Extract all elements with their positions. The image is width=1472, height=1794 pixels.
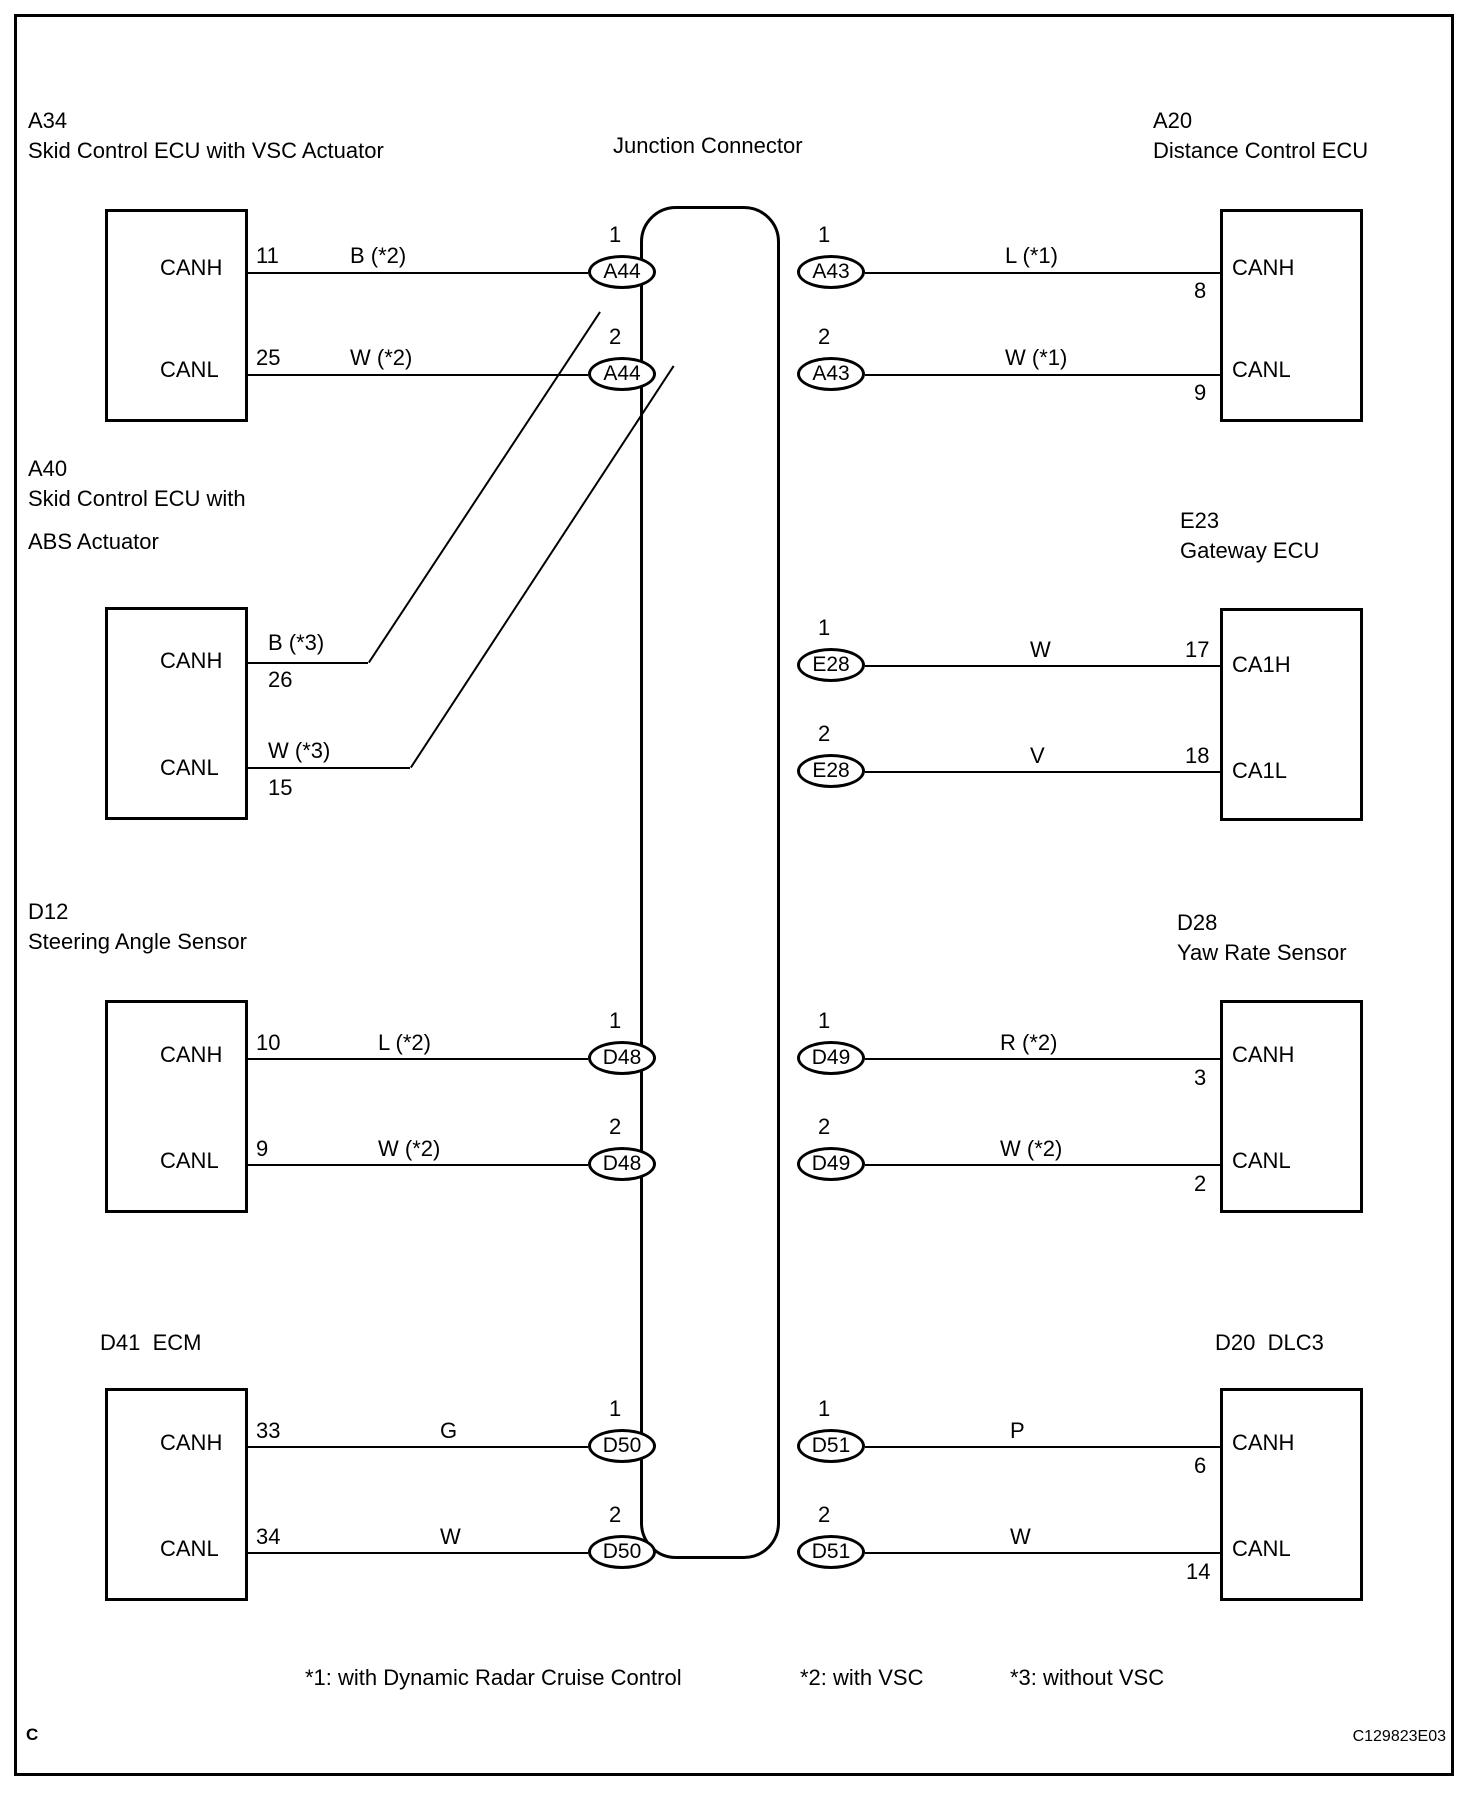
terminal-a20-canh-label: CANH xyxy=(1232,255,1295,280)
wire-line-e23-ca1l xyxy=(865,771,1220,773)
wire-a40-canh: B (*3) xyxy=(268,630,325,655)
wire-d12-canl: W (*2) xyxy=(378,1136,441,1161)
connector-pin-a44-1: 1 xyxy=(609,222,622,247)
pin-a20-canl: 9 xyxy=(1194,380,1207,405)
module-label-d28-id: D28 xyxy=(1177,910,1218,935)
junction-connector-title: Junction Connector xyxy=(613,133,803,158)
wire-line-a40-canl xyxy=(248,767,410,769)
pin-d20-canl: 14 xyxy=(1186,1559,1211,1584)
terminal-a34-canl-label: CANL xyxy=(160,357,219,382)
terminal-d12-canh-label: CANH xyxy=(160,1042,223,1067)
connector-d49-1: D49 xyxy=(797,1041,865,1075)
terminal-a34-canh-label: CANH xyxy=(160,255,223,280)
module-label-a40-id: A40 xyxy=(28,456,68,481)
terminal-d28-canl-label: CANL xyxy=(1232,1148,1291,1173)
connector-e28-1: E28 xyxy=(797,648,865,682)
connector-d51-1: D51 xyxy=(797,1429,865,1463)
wire-a34-canl: W (*2) xyxy=(350,345,413,370)
module-label-e23-id: E23 xyxy=(1180,508,1220,533)
junction-connector-body xyxy=(640,206,780,1559)
connector-e28-2: E28 xyxy=(797,754,865,788)
wire-e23-ca1h: W xyxy=(1030,637,1051,662)
module-label-d41-id: D41 ECM xyxy=(100,1330,202,1355)
pin-d12-canl: 9 xyxy=(256,1136,269,1161)
terminal-d12-canl-label: CANL xyxy=(160,1148,219,1173)
wire-a20-canl: W (*1) xyxy=(1005,345,1068,370)
module-label-a34-id: A34 xyxy=(28,108,68,133)
wire-line-d41-canl xyxy=(248,1552,588,1554)
pin-a40-canl: 15 xyxy=(268,775,293,800)
connector-pin-d51-2: 2 xyxy=(818,1502,831,1527)
wire-a40-canl: W (*3) xyxy=(268,738,331,763)
connector-pin-d49-2: 2 xyxy=(818,1114,831,1139)
connector-pin-d49-1: 1 xyxy=(818,1008,831,1033)
ecu-box-a34 xyxy=(105,209,248,422)
ecu-box-d12 xyxy=(105,1000,248,1213)
footnote-3: *3: without VSC xyxy=(1010,1665,1165,1690)
wire-line-d41-canh xyxy=(248,1446,588,1448)
wire-a34-canh: B (*2) xyxy=(350,243,407,268)
pin-a20-canh: 8 xyxy=(1194,278,1207,303)
module-label-e23-name: Gateway ECU xyxy=(1180,538,1320,563)
pin-d12-canh: 10 xyxy=(256,1030,281,1055)
module-label-a20-id: A20 xyxy=(1153,108,1193,133)
terminal-d20-canh-label: CANH xyxy=(1232,1430,1295,1455)
wire-line-e23-ca1h xyxy=(865,665,1220,667)
wire-line-d28-canh xyxy=(865,1058,1220,1060)
connector-d51-2: D51 xyxy=(797,1535,865,1569)
ecu-box-d20 xyxy=(1220,1388,1363,1601)
pin-d28-canh: 3 xyxy=(1194,1065,1207,1090)
wire-a20-canh: L (*1) xyxy=(1005,243,1058,268)
wire-e23-ca1l: V xyxy=(1030,743,1045,768)
connector-pin-d48-2: 2 xyxy=(609,1114,622,1139)
wire-line-d20-canh xyxy=(865,1446,1220,1448)
wire-line-d12-canh xyxy=(248,1058,588,1060)
ecu-box-a20 xyxy=(1220,209,1363,422)
ecu-box-a40 xyxy=(105,607,248,820)
pin-a34-canl: 25 xyxy=(256,345,281,370)
wire-line-d20-canl xyxy=(865,1552,1220,1554)
terminal-a40-canl-label: CANL xyxy=(160,755,219,780)
wire-d12-canh: L (*2) xyxy=(378,1030,431,1055)
terminal-d20-canl-label: CANL xyxy=(1232,1536,1291,1561)
wire-d28-canh: R (*2) xyxy=(1000,1030,1058,1055)
wire-line-a20-canl xyxy=(865,374,1220,376)
connector-a44-2: A44 xyxy=(588,357,656,391)
pin-e23-ca1l: 18 xyxy=(1185,743,1210,768)
pin-a34-canh: 11 xyxy=(256,243,279,268)
drawing-code: C129823E03 xyxy=(1352,1728,1446,1745)
wire-line-a34-canh xyxy=(248,272,588,274)
connector-pin-a43-2: 2 xyxy=(818,324,831,349)
pin-d41-canh: 33 xyxy=(256,1418,281,1443)
terminal-a40-canh-label: CANH xyxy=(160,648,223,673)
connector-d50-2: D50 xyxy=(588,1535,656,1569)
ecu-box-d28 xyxy=(1220,1000,1363,1213)
connector-a43-1: A43 xyxy=(797,255,865,289)
wire-line-a20-canh xyxy=(865,272,1220,274)
footnote-1: *1: with Dynamic Radar Cruise Control xyxy=(305,1665,682,1690)
terminal-a20-canl-label: CANL xyxy=(1232,357,1291,382)
connector-pin-e28-1: 1 xyxy=(818,615,831,640)
connector-pin-d48-1: 1 xyxy=(609,1008,622,1033)
connector-d50-1: D50 xyxy=(588,1429,656,1463)
terminal-d28-canh-label: CANH xyxy=(1232,1042,1295,1067)
terminal-d41-canl-label: CANL xyxy=(160,1536,219,1561)
wire-d28-canl: W (*2) xyxy=(1000,1136,1063,1161)
wire-d41-canl: W xyxy=(440,1524,461,1549)
connector-a43-2: A43 xyxy=(797,357,865,391)
module-label-a40-name: Skid Control ECU with xyxy=(28,486,246,511)
wire-d20-canl: W xyxy=(1010,1524,1031,1549)
terminal-e23-ca1h-label: CA1H xyxy=(1232,652,1291,677)
pin-a40-canh: 26 xyxy=(268,667,293,692)
connector-pin-e28-2: 2 xyxy=(818,721,831,746)
module-label-a34-name: Skid Control ECU with VSC Actuator xyxy=(28,138,384,163)
wire-line-d12-canl xyxy=(248,1164,588,1166)
corner-mark: C xyxy=(26,1725,39,1744)
connector-pin-a43-1: 1 xyxy=(818,222,831,247)
connector-a44-1: A44 xyxy=(588,255,656,289)
connector-pin-d51-1: 1 xyxy=(818,1396,831,1421)
pin-e23-ca1h: 17 xyxy=(1185,637,1210,662)
connector-d48-2: D48 xyxy=(588,1147,656,1181)
connector-pin-d50-2: 2 xyxy=(609,1502,622,1527)
module-label-d20-id: D20 DLC3 xyxy=(1215,1330,1324,1355)
module-label-d12-id: D12 xyxy=(28,899,69,924)
connector-pin-a44-2: 2 xyxy=(609,324,622,349)
module-label-a40-name2: ABS Actuator xyxy=(28,529,159,554)
pin-d41-canl: 34 xyxy=(256,1524,281,1549)
pin-d28-canl: 2 xyxy=(1194,1171,1207,1196)
pin-d20-canh: 6 xyxy=(1194,1453,1207,1478)
terminal-d41-canh-label: CANH xyxy=(160,1430,223,1455)
module-label-a20-name: Distance Control ECU xyxy=(1153,138,1369,163)
footnote-2: *2: with VSC xyxy=(800,1665,924,1690)
wire-line-d28-canl xyxy=(865,1164,1220,1166)
connector-d48-1: D48 xyxy=(588,1041,656,1075)
wire-line-a34-canl xyxy=(248,374,588,376)
terminal-e23-ca1l-label: CA1L xyxy=(1232,758,1288,783)
module-label-d12-name: Steering Angle Sensor xyxy=(28,929,247,954)
connector-pin-d50-1: 1 xyxy=(609,1396,622,1421)
ecu-box-d41 xyxy=(105,1388,248,1601)
wire-d41-canh: G xyxy=(440,1418,458,1443)
wire-d20-canh: P xyxy=(1010,1418,1025,1443)
wire-line-a40-canh xyxy=(248,662,368,664)
connector-d49-2: D49 xyxy=(797,1147,865,1181)
module-label-d28-name: Yaw Rate Sensor xyxy=(1177,940,1347,965)
ecu-box-e23 xyxy=(1220,608,1363,821)
